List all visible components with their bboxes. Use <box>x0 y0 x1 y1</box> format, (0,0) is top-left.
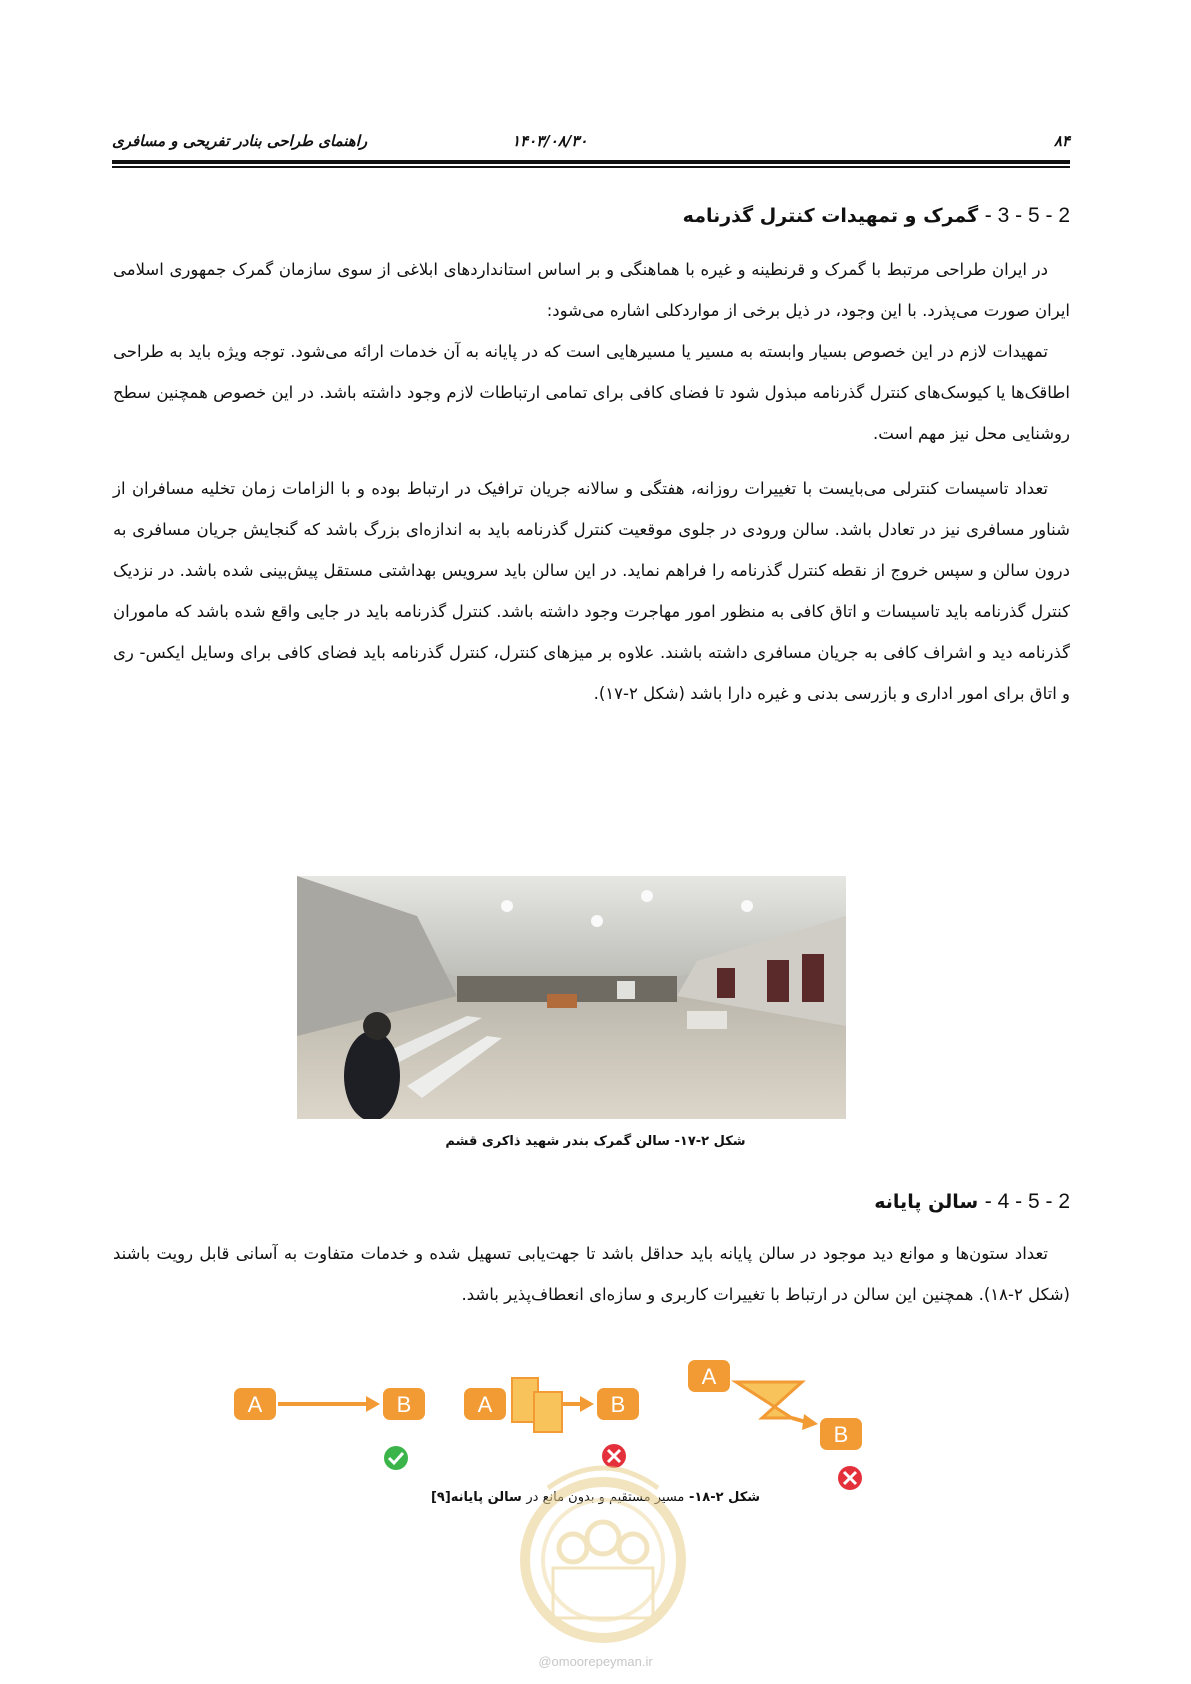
section-heading-terminal-hall <box>874 1190 1070 1214</box>
obstacle-block <box>534 1392 562 1432</box>
header-title: راهنمای طراحی بنادر تفریحی و مسافری <box>112 132 368 150</box>
figure-label: شکل ۲-۱۸- <box>688 1490 761 1505</box>
section-title: گمرک و تمهیدات کنترل گذرنامه <box>682 205 979 227</box>
node-b-label: B <box>396 1392 412 1417</box>
customs-hall-photo <box>297 876 846 1119</box>
figure-caption-bold: سالن پایانه <box>450 1490 522 1505</box>
paragraph: تعداد ستون‌ها و موانع دید موجود در سالن پایانه باید حداقل باشد تا جهت‌یابی تسهیل شده و خدمات متفاوت به آسانی قابل رویت باشند (شکل ۲-۱۸). همچنین این سالن در ارتباط با تغییرات کاربری و سازه‌ای انعطاف‌پذیر باشد. <box>113 1244 1070 1304</box>
node-b-label: B <box>610 1392 626 1417</box>
section-number: 2 - 5 - 3 - <box>984 204 1070 227</box>
paragraph: تمهیدات لازم در این خصوص بسیار وابسته به مسیر یا مسیرهایی است که در پایانه به آن خدمات ارائه می‌شود. توجه ویژه باید به طراحی اطاقک‌ها یا کیوسک‌های کنترل گذرنامه مبذول شود تا فضای کافی برای تمامی ارتباطات لازم وجود داشته باشد. در این خصوص همچنین سطح روشنایی محل نیز مهم است. <box>113 342 1070 443</box>
page-header <box>112 128 1070 158</box>
arrow-head <box>366 1396 380 1412</box>
zigzag-path <box>736 1382 802 1418</box>
header-rule-thick <box>112 160 1070 164</box>
page-number: ۸۴ <box>1053 132 1070 150</box>
hall-photo-illustration <box>297 876 846 1119</box>
figure-caption-text: مسیر مستقیم و بدون مانع در <box>526 1490 685 1505</box>
arrow-head <box>802 1414 818 1430</box>
reference-number: [۹] <box>430 1490 451 1505</box>
node-b-label: B <box>833 1422 849 1447</box>
section-number: 2 - 5 - 4 - <box>984 1190 1070 1213</box>
node-a-label: A <box>247 1392 263 1417</box>
figure-label: شکل ۲-۱۷- <box>674 1134 746 1149</box>
section-title: سالن پایانه <box>874 1191 979 1213</box>
header-rule-thin <box>112 166 1070 168</box>
header-date: ۱۴۰۳/۰۸/۳۰ <box>512 132 588 150</box>
node-a-label: A <box>701 1364 717 1389</box>
node-a-label: A <box>477 1392 493 1417</box>
paragraph: تعداد تاسیسات کنترلی می‌بایست با تغییرات روزانه، هفتگی و سالانه جریان ترافیک در ارتباط بوده و با الزامات زمان تخلیه مسافران از شناور مسافری نیز در تعادل باشد. سالن ورودی در جلوی موقعیت کنترل گذرنامه باید به اندازه‌ای بزرگ باشد که گنجایش جریان مسافری به درون سالن و سپس خروج از نقطه کنترل گذرنامه را فراهم نماید. در این سالن باید سرویس بهداشتی مستقل پیش‌بینی شده باشد. در نزدیک کنترل گذرنامه باید تاسیسات و اتاق کافی به منظور امور مهاجرت وجود داشته باشد. کنترل گذرنامه باید در جایی واقع شده باشد که ماموران گذرنامه دید و اشراف کافی به جریان مسافری داشته باشند. علاوه بر میزهای کنترل، کنترل گذرنامه باید فضای کافی برای وسایل ایکس- ری و اتاق برای امور اداری و بازرسی بدنی و غیره دارا باشد (شکل ۲-۱۷). <box>113 479 1070 703</box>
check-icon <box>384 1446 408 1470</box>
watermark-logo <box>508 1448 698 1648</box>
arrow-head <box>580 1396 594 1412</box>
section-heading-customs <box>683 204 1070 228</box>
paragraph: در ایران طراحی مرتبط با گمرک و قرنطینه و غیره با هماهنگی و بر اساس استانداردهای ابلاغی از سوی سازمان گمرک جمهوری اسلامی ایران صورت می‌پذرد. با این وجود، در ذیل برخی از مواردکلی اشاره می‌شود: <box>113 260 1070 320</box>
watermark-text: @omoorepeyman.ir <box>538 1654 653 1669</box>
figure-17-caption <box>0 1134 1191 1149</box>
figure-caption-text: سالن گمرک بندر شهید ذاکری قشم <box>445 1134 670 1149</box>
